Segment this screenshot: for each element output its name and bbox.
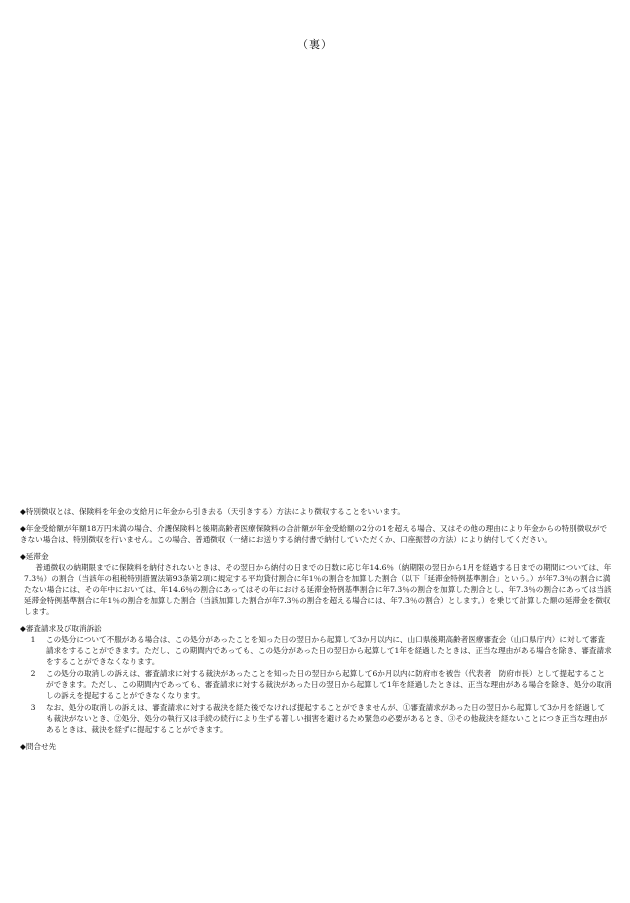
appeal-list	[20, 634, 612, 735]
appeal-heading: ◆審査請求及び取消訴訟	[20, 624, 102, 633]
contact-heading: ◆問合せ先	[20, 742, 57, 751]
page-header-title: （裏）	[297, 38, 333, 51]
appeal-item-number: 1	[30, 635, 36, 644]
appeal-item-text: なお、処分の取消しの訴えは、審査請求に対する裁決を経た後でなければ提起することができませんが、①審査請求があった日の翌日から起算して3か月を経過しても裁決がないとき、②処分、処分の執行又は手続の続行により生ずる著しい損害を避けるため緊急の必要があるとき、③その他裁決を経ないことにつき正当な理由があるときは、裁決を経ずに提起することができます。	[46, 703, 608, 734]
appeal-item-number: 3	[30, 703, 36, 712]
appeal-item-3	[20, 702, 612, 735]
late-fee-heading: ◆延滞金	[20, 552, 49, 561]
pension-amount-note: ◆年金受給額が年額18万円未満の場合、介護保険料と後期高齢者医療保険料の合計額が年金受給額の2分の1を超える場合、又はその他の理由により年金からの特別徴収ができない場合は、特別徴収を行いません。この場合、普通徴収（一緒にお送りする納付書で納付していただくか、口座振替の方法）により納付してください。	[20, 524, 608, 544]
late-fee-body: 普通徴収の納期限までに保険料を納付されないときは、その翌日から納付の日までの日数に応じ年14.6％（納期限の翌日から1月を経過する日までの期間については、年7.3％）の割合（当該年の租税特別措置法第93条第2項に規定する平均貸付割合に年1％の割合を加算した割合（以下「延滞金特例基準割合」という。）が年7.3％の割合に満たない場合には、その年中においては、年14.6％の割合にあってはその年における延滞金特例基準割合に年7.3％の割合を加算した割合とし、年7.3％の割合にあっては当該延滞金特例基準割合に年1％の割合を加算した割合（当該加算した割合が年7.3％の割合を超える場合には、年7.3％の割合）とします。）を乗じて計算した額の延滞金を徴収します。	[24, 563, 612, 616]
appeal-item-text: この処分の取消しの訴えは、審査請求に対する裁決があったことを知った日の翌日から起算して6か月以内に防府市を被告（代表者 防府市長）として提起することができます。ただし、この期間内であっても、審査請求に対する裁決があった日の翌日から起算して1年を経過したときは、正当な理由がある場合を除き、処分の取消しの訴えを提起することができなくなります。	[46, 669, 612, 700]
appeal-item-text: この処分について不服がある場合は、この処分があったことを知った日の翌日から起算して3か月以内に、山口県後期高齢者医療審査会（山口県庁内）に対して審査請求をすることができます。ただし、この期間内であっても、この処分があった日の翌日から起算して1年を経過したときは、正当な理由がある場合を除き、審査請求をすることができなくなります。	[46, 635, 612, 666]
appeal-item-number: 2	[30, 669, 36, 678]
appeal-item-1	[20, 634, 612, 667]
appeal-item-2	[20, 668, 612, 701]
notice-content	[20, 506, 612, 752]
special-collection-note: ◆特別徴収とは、保険料を年金の支給月に年金から引き去る（天引きする）方法により徴収することをいいます。	[20, 507, 405, 516]
